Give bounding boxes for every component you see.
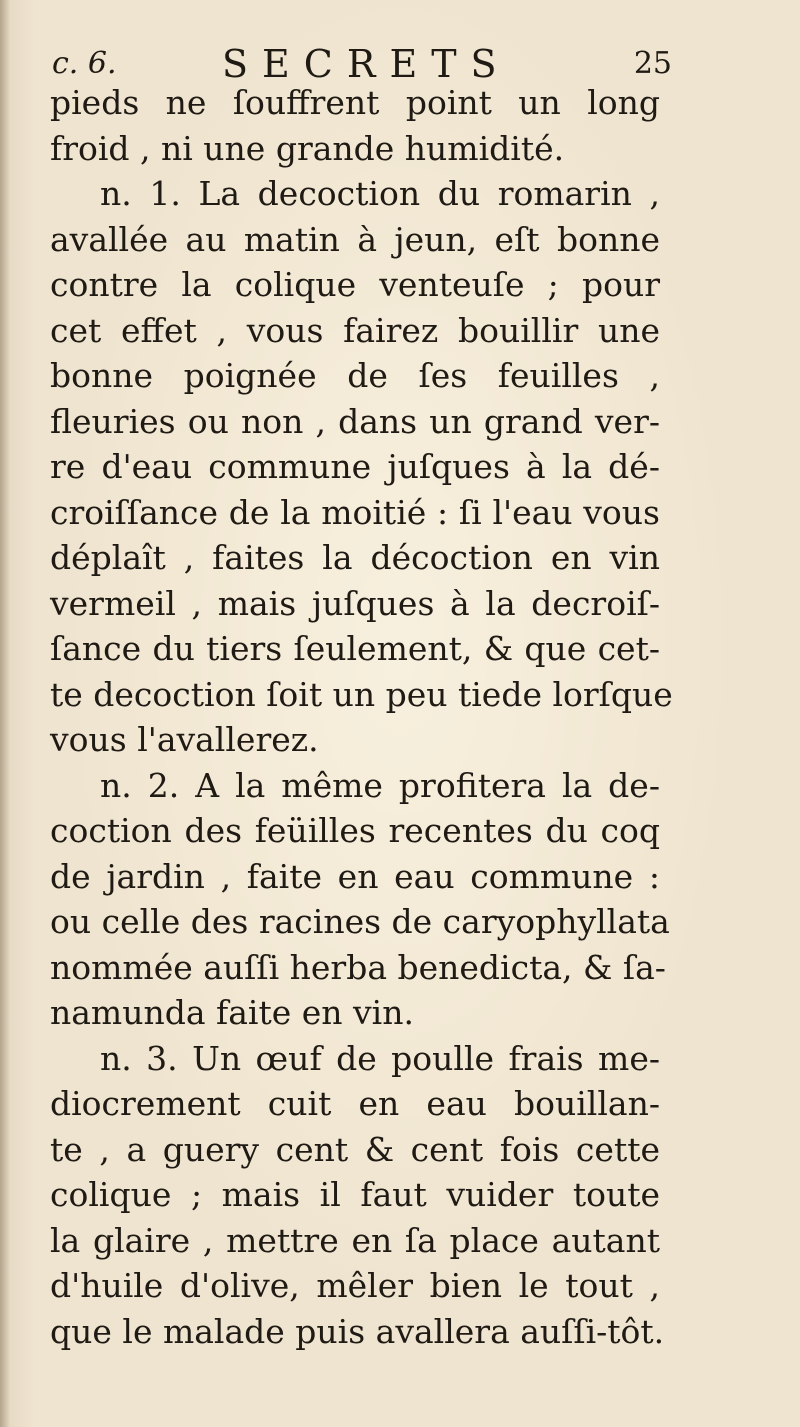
text-line: namunda faite en vin. (50, 993, 414, 1032)
text-line: la glaire , mettre en ſa place autant (50, 1220, 660, 1260)
text-line: fleuries ou non , dans un grand ver- (50, 401, 660, 441)
text-line: avallée au matin à jeun, eſt bonne (50, 219, 660, 259)
text-line: contre la colique venteuſe ; pour (50, 265, 660, 304)
text-line: n. 2. A la même profitera la de- (100, 765, 660, 805)
text-line: de jardin , faite en eau commune : (50, 856, 660, 896)
text-line: vous l'avallerez. (50, 720, 319, 759)
text-line: colique ; mais il faut vuider toute (50, 1175, 660, 1214)
chapter-marker: c. 6. (52, 46, 117, 81)
text-line: n. 3. Un œuf de poulle frais me- (100, 1038, 660, 1078)
body-text (50, 80, 673, 1354)
text-line: n. 1. La decoction du romarin , (100, 174, 660, 213)
text-line: croiſſance de la moitié : ſi l'eau vous (50, 492, 660, 532)
text-line: te , a guery cent & cent fois cette (50, 1129, 660, 1169)
text-line: pieds ne ſouffrent point un long (50, 83, 660, 122)
text-line: ſance du tiers ſeulement, & que cet- (50, 629, 660, 668)
text-line: que le malade puis avallera auſſi-tôt. (50, 1311, 665, 1351)
running-title: SECRETS (222, 42, 511, 86)
page-edge-shadow (0, 0, 10, 1427)
text-line: nommée auſſi herba benedicta, & ſa- (50, 947, 666, 987)
text-line: bonne poignée de ſes feuilles , (50, 356, 660, 395)
text-line: froid , ni une grande humidité. (50, 128, 565, 168)
text-line: te decoction ſoit un peu tiede lorſque (50, 674, 673, 714)
text-line: coction des feüilles recentes du coq (50, 811, 660, 850)
text-line: vermeil , mais juſques à la decroiſ- (50, 583, 660, 623)
text-line: ou celle des racines de caryophyllata (50, 902, 670, 941)
page-number: 25 (633, 46, 672, 81)
text-line: cet effet , vous fairez bouillir une (50, 310, 660, 350)
text-line: re d'eau commune juſques à la dé- (50, 447, 660, 486)
text-line: déplaît , faites la décoction en vin (50, 538, 660, 577)
text-line: diocrement cuit en eau bouillan- (50, 1084, 660, 1123)
text-line: d'huile d'olive, mêler bien le tout , (50, 1266, 660, 1305)
